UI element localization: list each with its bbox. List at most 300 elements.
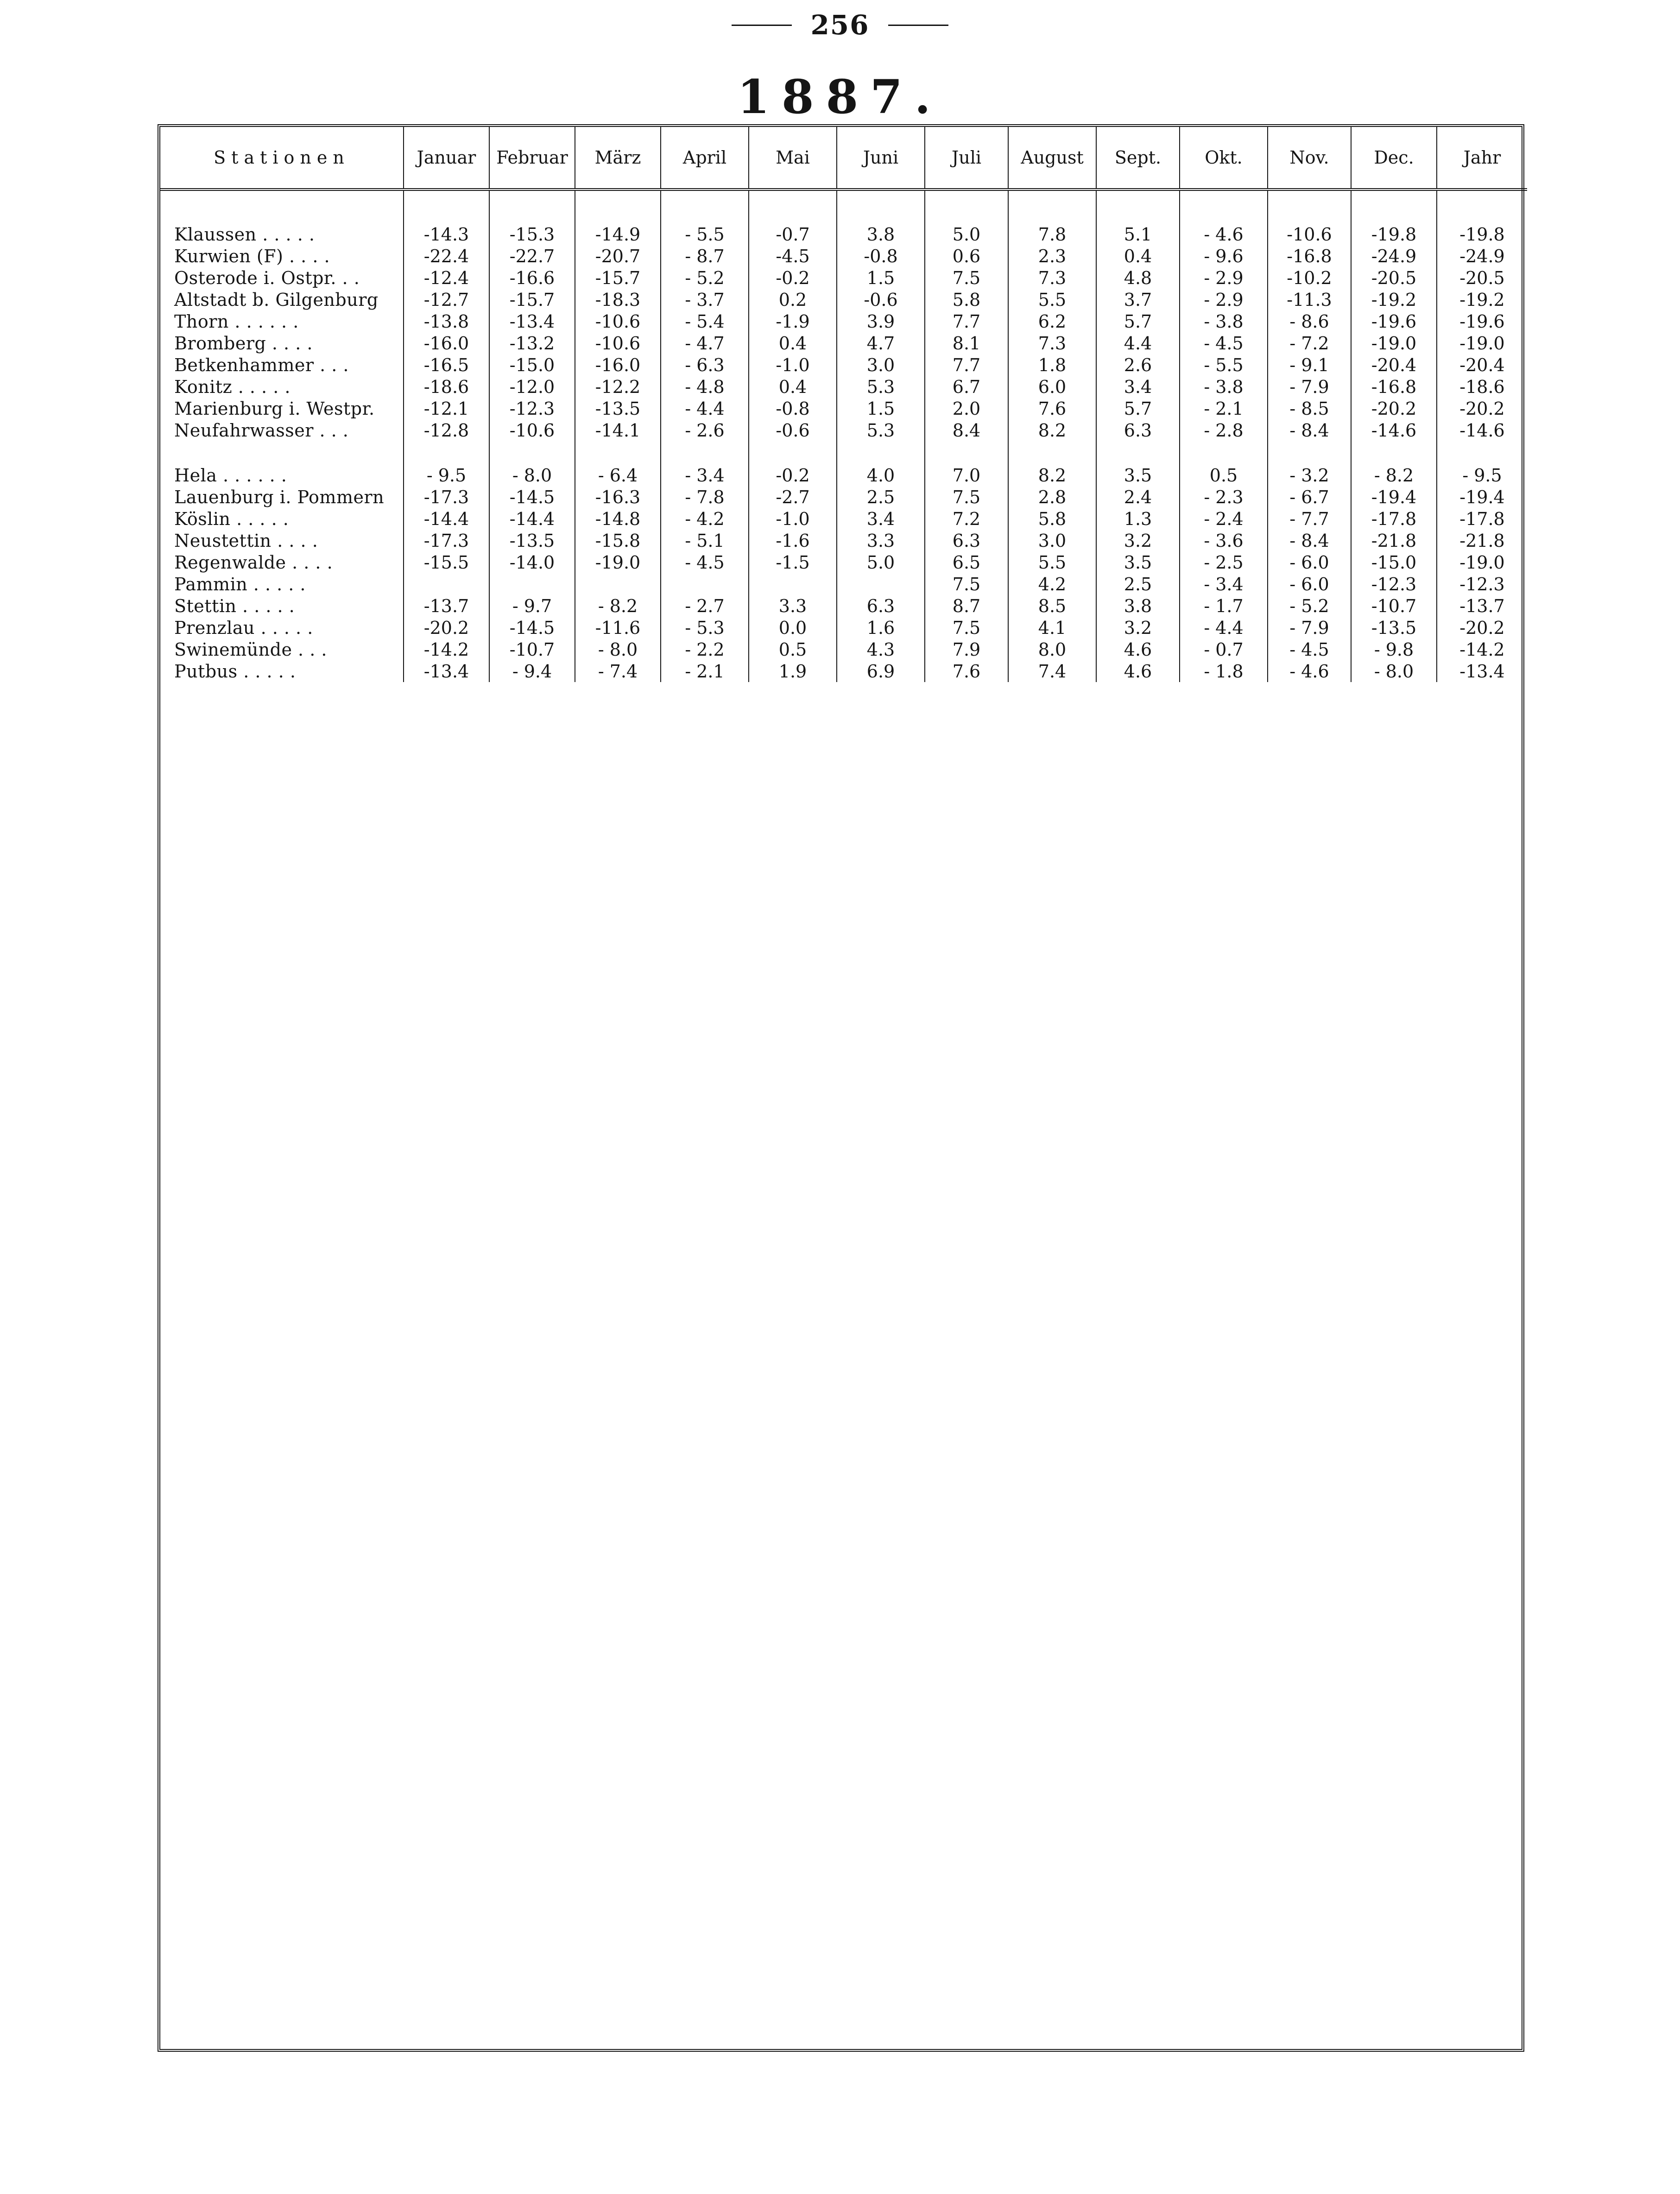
temperature-cell: - 5.5: [1180, 354, 1268, 376]
temperature-cell: - 7.8: [661, 486, 749, 508]
temperature-cell: -21.8: [1437, 530, 1527, 551]
temperature-cell: [837, 573, 925, 595]
temperature-cell: - 2.9: [1180, 289, 1268, 310]
temperature-cell: 5.7: [1096, 310, 1180, 332]
station-name: Konitz . . . . .: [174, 376, 291, 397]
table-row: [160, 376, 1527, 398]
temperature-cell: -22.4: [404, 245, 489, 267]
temperature-cell: - 5.2: [1268, 595, 1351, 617]
temperature-cell: 7.6: [1008, 398, 1096, 419]
temperature-cell: -20.7: [575, 245, 661, 267]
temperature-cell: -13.2: [489, 332, 575, 354]
temperature-cell: 5.3: [837, 419, 925, 441]
temperature-cell: 5.5: [1008, 289, 1096, 310]
temperature-cell: -12.1: [404, 398, 489, 419]
temperature-cell: 8.7: [925, 595, 1008, 617]
temperature-cell: -19.2: [1351, 289, 1437, 310]
temperature-cell: - 5.5: [661, 223, 749, 245]
temperature-cell: -0.7: [749, 223, 837, 245]
temperature-cell: -12.3: [1437, 573, 1527, 595]
temperature-cell: -20.2: [1351, 398, 1437, 419]
station-name: Marienburg i. Westpr.: [174, 398, 375, 419]
temperature-cell: -1.9: [749, 310, 837, 332]
temperature-cell: - 2.1: [1180, 398, 1268, 419]
temperature-cell: - 9.5: [404, 464, 489, 486]
temperature-cell: 6.3: [1096, 419, 1180, 441]
station-name: Neufahrwasser . . .: [174, 420, 349, 441]
temperature-cell: -14.3: [404, 223, 489, 245]
temperature-cell: 3.0: [837, 354, 925, 376]
column-header-col-8: August: [1008, 127, 1096, 190]
temperature-cell: - 7.4: [575, 660, 661, 682]
temperature-cell: 6.7: [925, 376, 1008, 398]
temperature-cell: - 2.9: [1180, 267, 1268, 289]
temperature-cell: 0.4: [749, 376, 837, 398]
temperature-cell: - 8.4: [1268, 530, 1351, 551]
page-number: 256: [732, 9, 948, 41]
table-row: [160, 267, 1527, 289]
temperature-cell: 7.0: [925, 464, 1008, 486]
temperature-cell: - 3.2: [1268, 464, 1351, 486]
temperature-cell: -14.6: [1437, 419, 1527, 441]
column-header-col-2: Februar: [489, 127, 575, 190]
temperature-cell: 5.0: [925, 223, 1008, 245]
temperature-cell: 2.4: [1096, 486, 1180, 508]
temperature-cell: 2.3: [1008, 245, 1096, 267]
temperature-cell: -14.5: [489, 617, 575, 639]
temperature-cell: - 3.6: [1180, 530, 1268, 551]
temperature-cell: -14.4: [404, 508, 489, 530]
temperature-cell: - 8.7: [661, 245, 749, 267]
station-name: Klaussen . . . . .: [174, 224, 315, 245]
temperature-cell: -15.0: [489, 354, 575, 376]
table-row: [160, 617, 1527, 639]
temperature-cell: 5.1: [1096, 223, 1180, 245]
temperature-cell: - 8.0: [575, 639, 661, 660]
column-header-col-13: Jahr: [1437, 127, 1527, 190]
temperature-cell: - 9.8: [1351, 639, 1437, 660]
temperature-cell: - 8.0: [489, 464, 575, 486]
temperature-cell: -12.8: [404, 419, 489, 441]
temperature-cell: 7.5: [925, 573, 1008, 595]
temperature-cell: - 1.7: [1180, 595, 1268, 617]
station-name: Stettin . . . . .: [174, 595, 295, 616]
station-name: Swinemünde . . .: [174, 639, 327, 660]
table-row: [160, 530, 1527, 551]
temperature-cell: - 8.0: [1351, 660, 1437, 682]
temperature-cell: 1.5: [837, 267, 925, 289]
temperature-cell: 1.3: [1096, 508, 1180, 530]
station-name: Osterode i. Ostpr. . .: [174, 267, 360, 288]
temperature-cell: 7.4: [1008, 660, 1096, 682]
temperature-cell: -13.4: [404, 660, 489, 682]
temperature-cell: -20.4: [1437, 354, 1527, 376]
temperature-cell: - 8.2: [1351, 464, 1437, 486]
temperature-table-frame: [158, 124, 1524, 2052]
temperature-cell: 6.9: [837, 660, 925, 682]
temperature-cell: - 5.3: [661, 617, 749, 639]
temperature-cell: -21.8: [1351, 530, 1437, 551]
temperature-cell: -14.9: [575, 223, 661, 245]
temperature-cell: -11.3: [1268, 289, 1351, 310]
temperature-cell: -24.9: [1351, 245, 1437, 267]
temperature-cell: 7.6: [925, 660, 1008, 682]
temperature-cell: 7.2: [925, 508, 1008, 530]
temperature-cell: -13.8: [404, 310, 489, 332]
temperature-cell: 0.5: [749, 639, 837, 660]
temperature-cell: 8.2: [1008, 464, 1096, 486]
temperature-cell: [661, 573, 749, 595]
temperature-cell: 0.4: [749, 332, 837, 354]
temperature-cell: -22.7: [489, 245, 575, 267]
column-header-col-7: Juli: [925, 127, 1008, 190]
temperature-cell: - 5.1: [661, 530, 749, 551]
temperature-cell: 5.7: [1096, 398, 1180, 419]
temperature-cell: -15.7: [575, 267, 661, 289]
column-header-col-4: April: [661, 127, 749, 190]
temperature-cell: 3.3: [837, 530, 925, 551]
temperature-cell: -13.7: [404, 595, 489, 617]
temperature-cell: - 8.6: [1268, 310, 1351, 332]
temperature-cell: - 2.2: [661, 639, 749, 660]
temperature-cell: -17.8: [1437, 508, 1527, 530]
temperature-cell: - 3.4: [661, 464, 749, 486]
temperature-cell: -0.6: [837, 289, 925, 310]
temperature-cell: -20.4: [1351, 354, 1437, 376]
station-name: Kurwien (F) . . . .: [174, 246, 330, 266]
temperature-cell: -18.3: [575, 289, 661, 310]
temperature-cell: - 5.2: [661, 267, 749, 289]
temperature-cell: - 9.5: [1437, 464, 1527, 486]
temperature-cell: 4.4: [1096, 332, 1180, 354]
table-row: [160, 354, 1527, 376]
temperature-cell: -16.3: [575, 486, 661, 508]
temperature-cell: 8.5: [1008, 595, 1096, 617]
temperature-cell: 2.8: [1008, 486, 1096, 508]
table-row: [160, 245, 1527, 267]
temperature-cell: -16.8: [1351, 376, 1437, 398]
station-name: Prenzlau . . . . .: [174, 617, 313, 638]
table-row: [160, 464, 1527, 486]
temperature-cell: -14.0: [489, 551, 575, 573]
temperature-cell: - 4.5: [661, 551, 749, 573]
temperature-cell: 1.5: [837, 398, 925, 419]
temperature-cell: - 7.9: [1268, 376, 1351, 398]
temperature-cell: -12.7: [404, 289, 489, 310]
temperature-cell: 0.2: [749, 289, 837, 310]
temperature-cell: - 9.7: [489, 595, 575, 617]
table-row: [160, 551, 1527, 573]
temperature-cell: 8.1: [925, 332, 1008, 354]
temperature-cell: -13.4: [1437, 660, 1527, 682]
temperature-cell: -12.3: [1351, 573, 1437, 595]
temperature-cell: 6.0: [1008, 376, 1096, 398]
temperature-cell: 4.2: [1008, 573, 1096, 595]
temperature-cell: -18.6: [404, 376, 489, 398]
station-name: Pammin . . . . .: [174, 574, 306, 594]
temperature-cell: - 4.6: [1180, 223, 1268, 245]
temperature-cell: - 2.5: [1180, 551, 1268, 573]
temperature-cell: - 6.0: [1268, 551, 1351, 573]
temperature-cell: -19.6: [1351, 310, 1437, 332]
column-header-col-11: Nov.: [1268, 127, 1351, 190]
temperature-cell: -19.4: [1437, 486, 1527, 508]
temperature-cell: 7.5: [925, 486, 1008, 508]
temperature-cell: 2.5: [837, 486, 925, 508]
temperature-cell: 6.2: [1008, 310, 1096, 332]
temperature-cell: -17.3: [404, 486, 489, 508]
temperature-cell: -17.3: [404, 530, 489, 551]
temperature-cell: -12.4: [404, 267, 489, 289]
temperature-cell: -19.4: [1351, 486, 1437, 508]
group-spacer: [160, 190, 1527, 223]
temperature-cell: -13.7: [1437, 595, 1527, 617]
temperature-cell: 7.8: [1008, 223, 1096, 245]
station-name: Köslin . . . . .: [174, 508, 289, 529]
temperature-cell: - 9.6: [1180, 245, 1268, 267]
temperature-cell: 3.7: [1096, 289, 1180, 310]
temperature-cell: -1.0: [749, 508, 837, 530]
station-name: Altstadt b. Gilgenburg: [174, 289, 379, 310]
temperature-cell: 5.5: [1008, 551, 1096, 573]
temperature-cell: 4.6: [1096, 639, 1180, 660]
temperature-cell: 7.3: [1008, 267, 1096, 289]
temperature-cell: 7.9: [925, 639, 1008, 660]
station-name: Neustettin . . . .: [174, 530, 318, 551]
table-row: [160, 289, 1527, 310]
temperature-cell: -20.5: [1351, 267, 1437, 289]
temperature-cell: -14.8: [575, 508, 661, 530]
temperature-cell: -14.1: [575, 419, 661, 441]
temperature-cell: -15.7: [489, 289, 575, 310]
temperature-cell: -0.6: [749, 419, 837, 441]
temperature-cell: 1.8: [1008, 354, 1096, 376]
temperature-cell: -15.0: [1351, 551, 1437, 573]
table-row: [160, 419, 1527, 441]
column-header-col-9: Sept.: [1096, 127, 1180, 190]
temperature-cell: -12.3: [489, 398, 575, 419]
station-name: Hela . . . . . .: [174, 465, 287, 486]
temperature-cell: -16.0: [575, 354, 661, 376]
temperature-cell: - 6.7: [1268, 486, 1351, 508]
temperature-cell: - 6.3: [661, 354, 749, 376]
temperature-cell: 6.3: [925, 530, 1008, 551]
temperature-cell: 8.2: [1008, 419, 1096, 441]
table-row: [160, 660, 1527, 682]
temperature-cell: -20.2: [1437, 398, 1527, 419]
temperature-cell: 2.0: [925, 398, 1008, 419]
table-row: [160, 573, 1527, 595]
temperature-cell: - 3.4: [1180, 573, 1268, 595]
table-row: [160, 486, 1527, 508]
temperature-cell: 6.3: [837, 595, 925, 617]
temperature-cell: -10.6: [575, 310, 661, 332]
temperature-cell: -0.8: [749, 398, 837, 419]
temperature-cell: -12.2: [575, 376, 661, 398]
temperature-cell: -16.6: [489, 267, 575, 289]
temperature-cell: 3.5: [1096, 464, 1180, 486]
station-name: Betkenhammer . . .: [174, 354, 349, 375]
temperature-cell: - 9.4: [489, 660, 575, 682]
temperature-cell: - 4.5: [1180, 332, 1268, 354]
column-header-col-10: Okt.: [1180, 127, 1268, 190]
column-header-row: [160, 127, 1527, 190]
temperature-cell: 4.3: [837, 639, 925, 660]
column-header-col-5: Mai: [749, 127, 837, 190]
temperature-cell: - 2.7: [661, 595, 749, 617]
temperature-cell: -15.8: [575, 530, 661, 551]
temperature-cell: 7.3: [1008, 332, 1096, 354]
temperature-cell: -15.5: [404, 551, 489, 573]
table-row: [160, 223, 1527, 245]
table-row: [160, 398, 1527, 419]
temperature-cell: -19.2: [1437, 289, 1527, 310]
temperature-cell: - 4.6: [1268, 660, 1351, 682]
temperature-cell: -19.8: [1437, 223, 1527, 245]
temperature-cell: -20.2: [404, 617, 489, 639]
temperature-cell: -18.6: [1437, 376, 1527, 398]
temperature-cell: [749, 573, 837, 595]
temperature-cell: -12.0: [489, 376, 575, 398]
temperature-cell: - 4.5: [1268, 639, 1351, 660]
temperature-cell: - 7.7: [1268, 508, 1351, 530]
temperature-cell: -16.0: [404, 332, 489, 354]
column-header-col-6: Juni: [837, 127, 925, 190]
temperature-cell: -10.6: [1268, 223, 1351, 245]
temperature-cell: -19.0: [1437, 332, 1527, 354]
temperature-cell: 4.6: [1096, 660, 1180, 682]
temperature-cell: 8.4: [925, 419, 1008, 441]
temperature-cell: 0.4: [1096, 245, 1180, 267]
temperature-cell: [575, 573, 661, 595]
temperature-cell: 1.9: [749, 660, 837, 682]
temperature-cell: 2.6: [1096, 354, 1180, 376]
temperature-cell: 3.2: [1096, 617, 1180, 639]
temperature-cell: -10.7: [489, 639, 575, 660]
temperature-cell: -14.2: [1437, 639, 1527, 660]
temperature-cell: 3.4: [837, 508, 925, 530]
temperature-cell: 6.5: [925, 551, 1008, 573]
column-header-col-12: Dec.: [1351, 127, 1437, 190]
temperature-cell: - 3.8: [1180, 310, 1268, 332]
temperature-cell: -0.8: [837, 245, 925, 267]
temperature-cell: - 8.4: [1268, 419, 1351, 441]
temperature-cell: -13.5: [575, 398, 661, 419]
temperature-cell: 0.6: [925, 245, 1008, 267]
temperature-cell: 3.5: [1096, 551, 1180, 573]
temperature-cell: - 7.9: [1268, 617, 1351, 639]
temperature-cell: -11.6: [575, 617, 661, 639]
station-name: Bromberg . . . .: [174, 333, 313, 354]
temperature-cell: - 4.8: [661, 376, 749, 398]
temperature-cell: - 2.1: [661, 660, 749, 682]
page-header: [0, 9, 1680, 41]
temperature-cell: -1.6: [749, 530, 837, 551]
temperature-cell: [404, 573, 489, 595]
group-spacer: [160, 441, 1527, 464]
temperature-cell: - 2.3: [1180, 486, 1268, 508]
temperature-cell: 7.7: [925, 354, 1008, 376]
temperature-cell: - 0.7: [1180, 639, 1268, 660]
temperature-cell: 3.3: [749, 595, 837, 617]
temperature-cell: - 2.8: [1180, 419, 1268, 441]
temperature-cell: 7.5: [925, 617, 1008, 639]
temperature-cell: 5.0: [837, 551, 925, 573]
temperature-cell: - 8.2: [575, 595, 661, 617]
temperature-cell: -0.2: [749, 267, 837, 289]
temperature-cell: -1.0: [749, 354, 837, 376]
temperature-cell: - 6.4: [575, 464, 661, 486]
temperature-cell: 4.1: [1008, 617, 1096, 639]
temperature-cell: -20.2: [1437, 617, 1527, 639]
temperature-cell: 3.0: [1008, 530, 1096, 551]
temperature-cell: -10.6: [575, 332, 661, 354]
column-header-stationen: Stationen: [160, 127, 404, 190]
temperature-cell: 3.9: [837, 310, 925, 332]
temperature-cell: 5.8: [925, 289, 1008, 310]
table-row: [160, 639, 1527, 660]
temperature-cell: -10.2: [1268, 267, 1351, 289]
temperature-cell: 3.8: [837, 223, 925, 245]
temperature-cell: - 4.7: [661, 332, 749, 354]
temperature-cell: 0.5: [1180, 464, 1268, 486]
temperature-cell: -24.9: [1437, 245, 1527, 267]
temperature-cell: 3.4: [1096, 376, 1180, 398]
temperature-cell: -19.0: [1437, 551, 1527, 573]
temperature-cell: - 3.7: [661, 289, 749, 310]
temperature-cell: -0.2: [749, 464, 837, 486]
temperature-cell: - 3.8: [1180, 376, 1268, 398]
temperature-cell: -14.6: [1351, 419, 1437, 441]
temperature-cell: -16.8: [1268, 245, 1351, 267]
table-body: [160, 190, 1527, 682]
temperature-cell: 7.5: [925, 267, 1008, 289]
station-name: Lauenburg i. Pommern: [174, 487, 385, 507]
temperature-cell: - 1.8: [1180, 660, 1268, 682]
temperature-cell: - 4.4: [661, 398, 749, 419]
temperature-cell: 5.3: [837, 376, 925, 398]
station-name: Thorn . . . . . .: [174, 311, 299, 332]
temperature-cell: 5.8: [1008, 508, 1096, 530]
temperature-cell: -10.7: [1351, 595, 1437, 617]
column-header-col-1: Januar: [404, 127, 489, 190]
temperature-cell: 2.5: [1096, 573, 1180, 595]
temperature-cell: -19.0: [1351, 332, 1437, 354]
temperature-cell: 8.0: [1008, 639, 1096, 660]
temperature-cell: 4.0: [837, 464, 925, 486]
temperature-cell: -20.5: [1437, 267, 1527, 289]
temperature-cell: -19.8: [1351, 223, 1437, 245]
temperature-cell: 4.8: [1096, 267, 1180, 289]
temperature-cell: 1.6: [837, 617, 925, 639]
temperature-cell: - 4.4: [1180, 617, 1268, 639]
table-row: [160, 508, 1527, 530]
year-heading: 1887.: [737, 70, 943, 124]
temperature-cell: -10.6: [489, 419, 575, 441]
table-row: [160, 332, 1527, 354]
table-row: [160, 310, 1527, 332]
temperature-cell: 3.8: [1096, 595, 1180, 617]
table-row: [160, 595, 1527, 617]
temperature-cell: -14.4: [489, 508, 575, 530]
temperature-cell: -13.5: [489, 530, 575, 551]
temperature-cell: -2.7: [749, 486, 837, 508]
temperature-cell: -15.3: [489, 223, 575, 245]
temperature-cell: - 2.4: [1180, 508, 1268, 530]
temperature-cell: 0.0: [749, 617, 837, 639]
temperature-cell: -19.6: [1437, 310, 1527, 332]
temperature-cell: 7.7: [925, 310, 1008, 332]
